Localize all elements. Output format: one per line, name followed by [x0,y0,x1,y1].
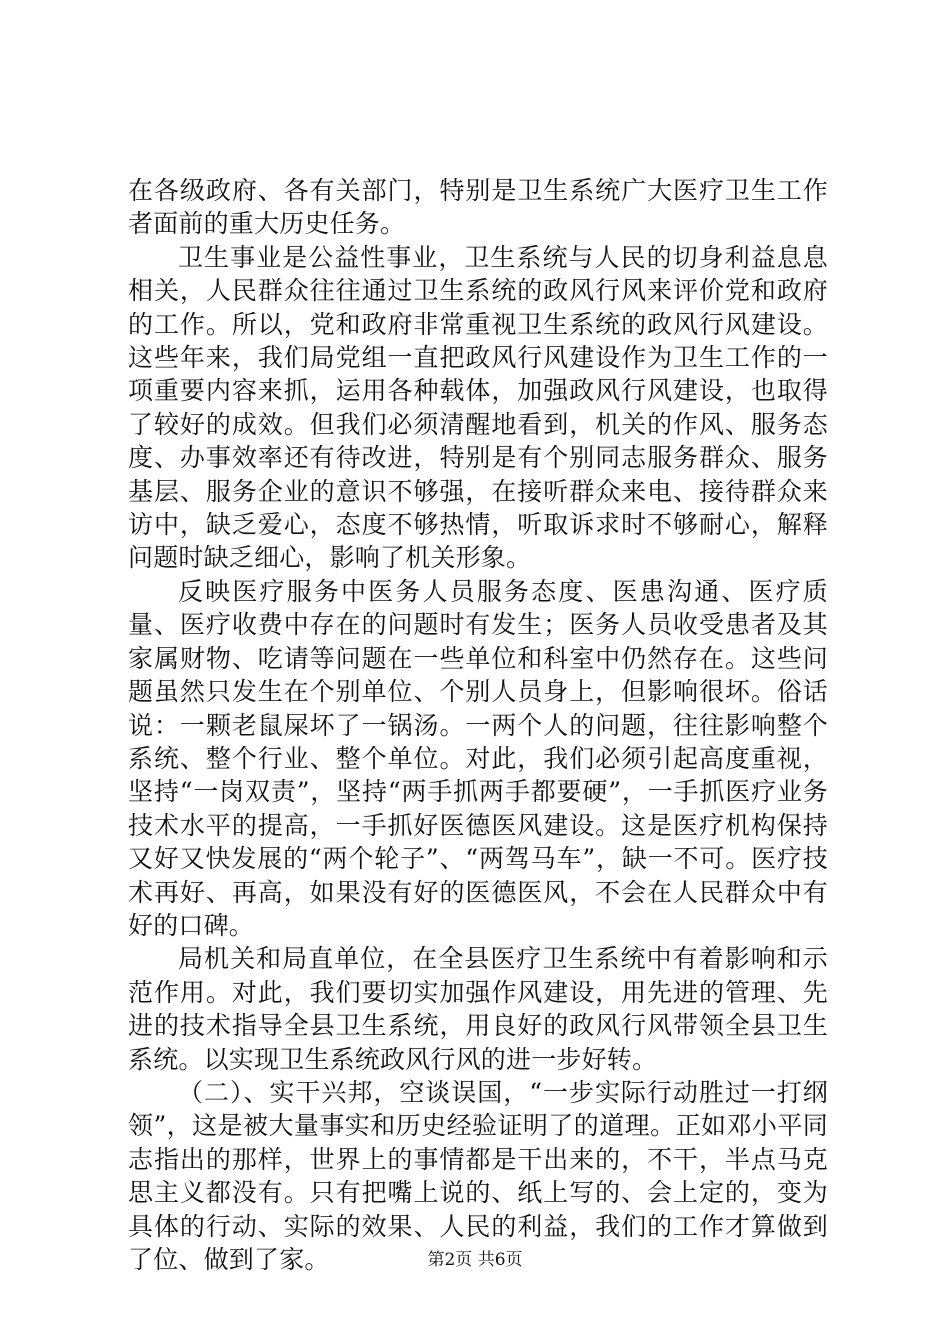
page-number-footer: 第2页 共6页 [427,1250,523,1270]
paragraph-2: 卫生事业是公益性事业，卫生系统与人民的切身利益息息相关，人民群众往往通过卫生系统的政风行风来评价党和政府的工作。所以，党和政府非常重视卫生系统的政风行风建设。这些年来，我们局党组一直把政风行风建设作为卫生工作的一项重要内容来抓，运用各种载体，加强政风行风建设，也取得了较好的成效。但我们必须清醒地看到，机关的作风、服务态度、办事效率还有待改进，特别是有个别同志服务群众、服务基层、服务企业的意识不够强，在接听群众来电、接待群众来访中，缺乏爱心，态度不够热情，听取诉求时不够耐心，解释问题时缺乏细心，影响了机关形象。 [128,242,828,573]
paragraph-4: 局机关和局直单位，在全县医疗卫生系统中有着影响和示范作用。对此，我们要切实加强作风建设，用先进的管理、先进的技术指导全县卫生系统，用良好的政风行风带领全县卫生系统。以实现卫生系统政风行风的进一步好转。 [128,944,828,1074]
paragraph-5: （二）、实干兴邦，空谈误国，“一步实际行动胜过一打纲领”，这是被大量事实和历史经验证明了的道理。正如邓小平同志指出的那样，世界上的事情都是干出来的，不干，半点马克思主义都没有。只有把嘴上说的、纸上写的、会上定的，变为具体的行动、实际的效果、人民的利益，我们的工作才算做到了位、做到了家。 [128,1077,828,1274]
paragraph-1: 在各级政府、各有关部门，特别是卫生系统广大医疗卫生工作者面前的重大历史任务。 [128,176,828,239]
paragraph-3: 反映医疗服务中医务人员服务态度、医患沟通、医疗质量、医疗收费中存在的问题时有发生；医务人员收受患者及其家属财物、吃请等问题在一些单位和科室中仍然存在。这些问题虽然只发生在个别单位、个别人员身上，但影响很坏。俗话说：一颗老鼠屎坏了一锅汤。一两个人的问题，往往影响整个系统、整个行业、整个单位。对此，我们必须引起高度重视，坚持“一岗双责”，坚持“两手抓两手都要硬”，一手抓医疗业务技术水平的提高，一手抓好医德医风建设。这是医疗机构保持又好又快发展的“两个轮子”、“两驾马车”，缺一不可。医疗技术再好、再高，如果没有好的医德医风，不会在人民群众中有好的口碑。 [128,576,828,940]
body-text [128,174,828,1276]
